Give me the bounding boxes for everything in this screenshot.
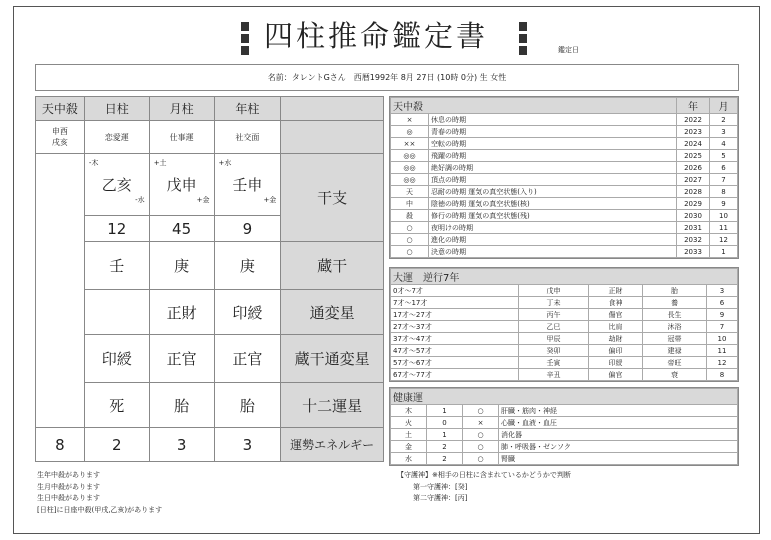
tenchusatsu-row xyxy=(391,210,738,222)
header-year-pillar: 年柱 xyxy=(214,97,281,121)
tsuhen-month: 正財 xyxy=(149,290,214,335)
health-count: 1 xyxy=(427,405,463,417)
tenchusatsu-row xyxy=(391,198,738,210)
health-element: 火 xyxy=(391,417,427,429)
tenchusatsu-panel xyxy=(389,96,739,259)
zoukan-tsuhen-day: 印綬 xyxy=(84,335,149,383)
fortune-love: 恋愛運 xyxy=(84,121,149,154)
number-year: 9 xyxy=(214,216,281,242)
taiun-kanshi: 丙午 xyxy=(519,309,589,321)
health-row xyxy=(391,429,738,441)
kanshi-day xyxy=(84,154,149,216)
title-ornament xyxy=(241,46,249,55)
guardian-heading: 【守護神】※相手の日柱に含まれているかどうかで判断 xyxy=(397,471,571,479)
taiun-number: 3 xyxy=(707,285,738,297)
health-mark: ○ xyxy=(463,441,499,453)
zoukan-tsuhen-label: 蔵干通変星 xyxy=(281,335,384,383)
juuni-row xyxy=(36,383,384,428)
kanshi-year-top: +水 xyxy=(218,159,232,167)
taiun-kanshi: 甲辰 xyxy=(519,333,589,345)
kanshi-row xyxy=(36,154,384,216)
taiun-kanshi: 壬寅 xyxy=(519,357,589,369)
taiun-number: 12 xyxy=(707,357,738,369)
period-text: 修行の時期 運気の真空状態(残) xyxy=(429,210,677,222)
page-title: 四柱推命鑑定書 xyxy=(264,19,489,53)
taiun-star: 比肩 xyxy=(589,321,643,333)
tenchusatsu-cell xyxy=(36,121,85,154)
date-label: 鑑定日 xyxy=(558,46,579,54)
taiun-star: 偏印 xyxy=(589,345,643,357)
health-element: 木 xyxy=(391,405,427,417)
health-row xyxy=(391,405,738,417)
tenchusatsu-row xyxy=(391,114,738,126)
juuni-year: 胎 xyxy=(214,383,281,428)
health-organ: 心臓・血液・血圧 xyxy=(499,417,738,429)
health-organ: 肺・呼吸器・ゼンソク xyxy=(499,441,738,453)
col-month: 月 xyxy=(710,98,738,114)
fortune-work: 仕事運 xyxy=(149,121,214,154)
taiun-stage: 建禄 xyxy=(643,345,707,357)
taiun-row xyxy=(391,345,738,357)
number-day: 12 xyxy=(84,216,149,242)
taiun-star: 正財 xyxy=(589,285,643,297)
energy-label: 運勢エネルギー xyxy=(281,428,384,462)
tsuhen-year: 印綬 xyxy=(214,290,281,335)
health-table xyxy=(390,388,738,465)
period-text: 頂点の時期 xyxy=(429,174,677,186)
tsuhen-row xyxy=(36,290,384,335)
period-month: 1 xyxy=(710,246,738,258)
health-organ: 腎臓 xyxy=(499,453,738,465)
taiun-star: 傷官 xyxy=(589,309,643,321)
taiun-row xyxy=(391,297,738,309)
taiun-kanshi: 丁未 xyxy=(519,297,589,309)
energy-day: 2 xyxy=(84,428,149,462)
tenchusatsu-row xyxy=(391,234,738,246)
health-organ: 肝臓・筋肉・神経 xyxy=(499,405,738,417)
zoukan-tsuhen-month: 正官 xyxy=(149,335,214,383)
tenchusatsu-header xyxy=(391,98,738,114)
period-year: 2022 xyxy=(677,114,710,126)
period-text: 空転の時期 xyxy=(429,138,677,150)
health-mark: ○ xyxy=(463,405,499,417)
tsuhen-day xyxy=(84,290,149,335)
period-year: 2024 xyxy=(677,138,710,150)
taiun-star: 印綬 xyxy=(589,357,643,369)
period-year: 2033 xyxy=(677,246,710,258)
tenchusatsu-row xyxy=(391,150,738,162)
taiun-number: 11 xyxy=(707,345,738,357)
kanshi-year-bottom: +金 xyxy=(263,196,277,204)
period-year: 2026 xyxy=(677,162,710,174)
taiun-number: 8 xyxy=(707,369,738,381)
health-count: 2 xyxy=(427,453,463,465)
kanshi-month xyxy=(149,154,214,216)
health-count: 2 xyxy=(427,441,463,453)
taiun-star: 劫財 xyxy=(589,333,643,345)
kanshi-day-top: -木 xyxy=(88,159,99,167)
zoukan-day: 壬 xyxy=(84,242,149,290)
kanshi-label: 干支 xyxy=(281,154,384,242)
period-year: 2032 xyxy=(677,234,710,246)
health-row xyxy=(391,441,738,453)
kanshi-month-top: +土 xyxy=(153,159,167,167)
tenchusatsu-row xyxy=(391,186,738,198)
taiun-age: 17才～27才 xyxy=(391,309,519,321)
period-month: 8 xyxy=(710,186,738,198)
period-text: 陰徳の時期 運気の真空状態(核) xyxy=(429,198,677,210)
period-year: 2023 xyxy=(677,126,710,138)
period-text: 絶好調の時期 xyxy=(429,162,677,174)
taiun-panel xyxy=(389,267,739,382)
taiun-number: 7 xyxy=(707,321,738,333)
juuni-day: 死 xyxy=(84,383,149,428)
taiun-stage: 沐浴 xyxy=(643,321,707,333)
title-ornament xyxy=(519,34,527,43)
note-line: 生月中殺があります xyxy=(37,482,100,491)
taiun-row xyxy=(391,369,738,381)
energy-row xyxy=(36,428,384,462)
period-text: 休息の時期 xyxy=(429,114,677,126)
period-mark: ×× xyxy=(391,138,429,150)
tenchusatsu-row xyxy=(391,222,738,234)
taiun-panel-title: 大運 逆行7年 xyxy=(391,269,738,285)
health-element: 水 xyxy=(391,453,427,465)
tenchusatsu-table xyxy=(390,97,738,258)
kanshi-year-main: 壬申 xyxy=(232,176,263,194)
title-ornament xyxy=(519,46,527,55)
taiun-stage: 長生 xyxy=(643,309,707,321)
kanshi-month-bottom: +金 xyxy=(196,196,210,204)
period-text: 飛躍の時期 xyxy=(429,150,677,162)
taiun-header xyxy=(391,269,738,285)
taiun-table xyxy=(390,268,738,381)
taiun-age: 7才～17才 xyxy=(391,297,519,309)
health-row xyxy=(391,417,738,429)
period-mark: 天 xyxy=(391,186,429,198)
taiun-star: 食神 xyxy=(589,297,643,309)
taiun-kanshi: 癸卯 xyxy=(519,345,589,357)
period-mark: ◎ xyxy=(391,126,429,138)
health-mark: × xyxy=(463,417,499,429)
taiun-age: 47才～57才 xyxy=(391,345,519,357)
zoukan-tsuhen-row xyxy=(36,335,384,383)
taiun-number: 6 xyxy=(707,297,738,309)
fortune-social: 社交面 xyxy=(214,121,281,154)
taiun-age: 0才～7才 xyxy=(391,285,519,297)
period-year: 2030 xyxy=(677,210,710,222)
period-mark: 殺 xyxy=(391,210,429,222)
notes xyxy=(37,470,162,516)
kanshi-day-bottom: -水 xyxy=(135,196,145,204)
period-mark: ○ xyxy=(391,246,429,258)
period-text: 進化の時期 xyxy=(429,234,677,246)
note-line: 生年中殺があります xyxy=(37,471,100,479)
period-month: 2 xyxy=(710,114,738,126)
pillars-header-row xyxy=(36,97,384,121)
juuni-month: 胎 xyxy=(149,383,214,428)
taiun-age: 57才～67才 xyxy=(391,357,519,369)
taiun-star: 偏官 xyxy=(589,369,643,381)
taiun-number: 10 xyxy=(707,333,738,345)
taiun-stage: 帝旺 xyxy=(643,357,707,369)
fortune-row xyxy=(36,121,384,154)
note-line: [日柱]に日座中殺(甲戌,乙亥)があります xyxy=(37,505,163,514)
period-month: 10 xyxy=(710,210,738,222)
tenchusatsu-panel-title: 天中殺 xyxy=(391,98,677,114)
taiun-age: 37才～47才 xyxy=(391,333,519,345)
tenchusatsu-1: 申酉 xyxy=(51,127,68,136)
header-month-pillar: 月柱 xyxy=(149,97,214,121)
energy-tenchu: 8 xyxy=(36,428,85,462)
tenchusatsu-row xyxy=(391,174,738,186)
col-year: 年 xyxy=(677,98,710,114)
kanshi-month-main: 戊申 xyxy=(166,176,197,194)
health-mark: ○ xyxy=(463,429,499,441)
health-organ: 消化器 xyxy=(499,429,738,441)
health-count: 0 xyxy=(427,417,463,429)
period-year: 2029 xyxy=(677,198,710,210)
period-mark: ◎◎ xyxy=(391,162,429,174)
period-month: 3 xyxy=(710,126,738,138)
taiun-stage: 衰 xyxy=(643,369,707,381)
note-line: 生日中殺があります xyxy=(37,494,100,502)
title-ornament xyxy=(241,34,249,43)
taiun-row xyxy=(391,309,738,321)
period-month: 7 xyxy=(710,174,738,186)
health-element: 金 xyxy=(391,441,427,453)
health-element: 土 xyxy=(391,429,427,441)
period-text: 夜明けの時期 xyxy=(429,222,677,234)
fortune-label-blank xyxy=(281,121,384,154)
period-year: 2031 xyxy=(677,222,710,234)
taiun-stage: 胎 xyxy=(643,285,707,297)
zoukan-row xyxy=(36,242,384,290)
taiun-row xyxy=(391,357,738,369)
header-tenchusatsu: 天中殺 xyxy=(36,97,85,121)
juuni-label: 十二運星 xyxy=(281,383,384,428)
health-panel xyxy=(389,387,739,466)
subject-info: 名前：タレントGさん 西暦1992年 8月 27日 (10時 0分) 生 女性 xyxy=(35,64,739,91)
taiun-kanshi: 戊申 xyxy=(519,285,589,297)
zoukan-label: 蔵干 xyxy=(281,242,384,290)
period-text: 忍耐の時期 運気の真空状態(入り) xyxy=(429,186,677,198)
taiun-stage: 冠帯 xyxy=(643,333,707,345)
header-blank xyxy=(281,97,384,121)
pillars-table xyxy=(35,96,384,462)
taiun-age: 67才～77才 xyxy=(391,369,519,381)
period-mark: × xyxy=(391,114,429,126)
energy-month: 3 xyxy=(149,428,214,462)
taiun-stage: 養 xyxy=(643,297,707,309)
taiun-row xyxy=(391,321,738,333)
health-header xyxy=(391,389,738,405)
period-text: 青春の時期 xyxy=(429,126,677,138)
kanshi-day-main: 乙亥 xyxy=(101,176,132,194)
tsuhen-label: 通変星 xyxy=(281,290,384,335)
header-day-pillar: 日柱 xyxy=(84,97,149,121)
taiun-kanshi: 乙巳 xyxy=(519,321,589,333)
taiun-kanshi: 辛丑 xyxy=(519,369,589,381)
period-mark: ◎◎ xyxy=(391,174,429,186)
period-year: 2025 xyxy=(677,150,710,162)
title-ornament xyxy=(241,22,249,31)
period-month: 12 xyxy=(710,234,738,246)
tenchusatsu-2: 戌亥 xyxy=(51,138,68,147)
health-count: 1 xyxy=(427,429,463,441)
kanshi-year xyxy=(214,154,281,216)
tenchusatsu-row xyxy=(391,126,738,138)
tenchusatsu-blank xyxy=(36,154,85,428)
period-month: 9 xyxy=(710,198,738,210)
period-month: 4 xyxy=(710,138,738,150)
title-ornament xyxy=(519,22,527,31)
period-mark: 中 xyxy=(391,198,429,210)
tenchusatsu-row xyxy=(391,246,738,258)
tenchusatsu-row xyxy=(391,162,738,174)
energy-year: 3 xyxy=(214,428,281,462)
period-month: 6 xyxy=(710,162,738,174)
period-month: 5 xyxy=(710,150,738,162)
zoukan-tsuhen-year: 正官 xyxy=(214,335,281,383)
zoukan-month: 庚 xyxy=(149,242,214,290)
period-month: 11 xyxy=(710,222,738,234)
taiun-age: 27才～37才 xyxy=(391,321,519,333)
period-text: 決意の時期 xyxy=(429,246,677,258)
guardian-second: 第二守護神：[丙] xyxy=(413,494,468,502)
number-month: 45 xyxy=(149,216,214,242)
health-panel-title: 健康運 xyxy=(391,389,738,405)
period-mark: ○ xyxy=(391,234,429,246)
tenchusatsu-row xyxy=(391,138,738,150)
guardian-first: 第一守護神：[癸] xyxy=(413,482,468,491)
health-mark: ○ xyxy=(463,453,499,465)
taiun-row xyxy=(391,285,738,297)
period-year: 2027 xyxy=(677,174,710,186)
taiun-number: 9 xyxy=(707,309,738,321)
zoukan-year: 庚 xyxy=(214,242,281,290)
period-year: 2028 xyxy=(677,186,710,198)
period-mark: ◎◎ xyxy=(391,150,429,162)
taiun-row xyxy=(391,333,738,345)
guardian-info xyxy=(397,470,571,505)
period-mark: ○ xyxy=(391,222,429,234)
health-row xyxy=(391,453,738,465)
